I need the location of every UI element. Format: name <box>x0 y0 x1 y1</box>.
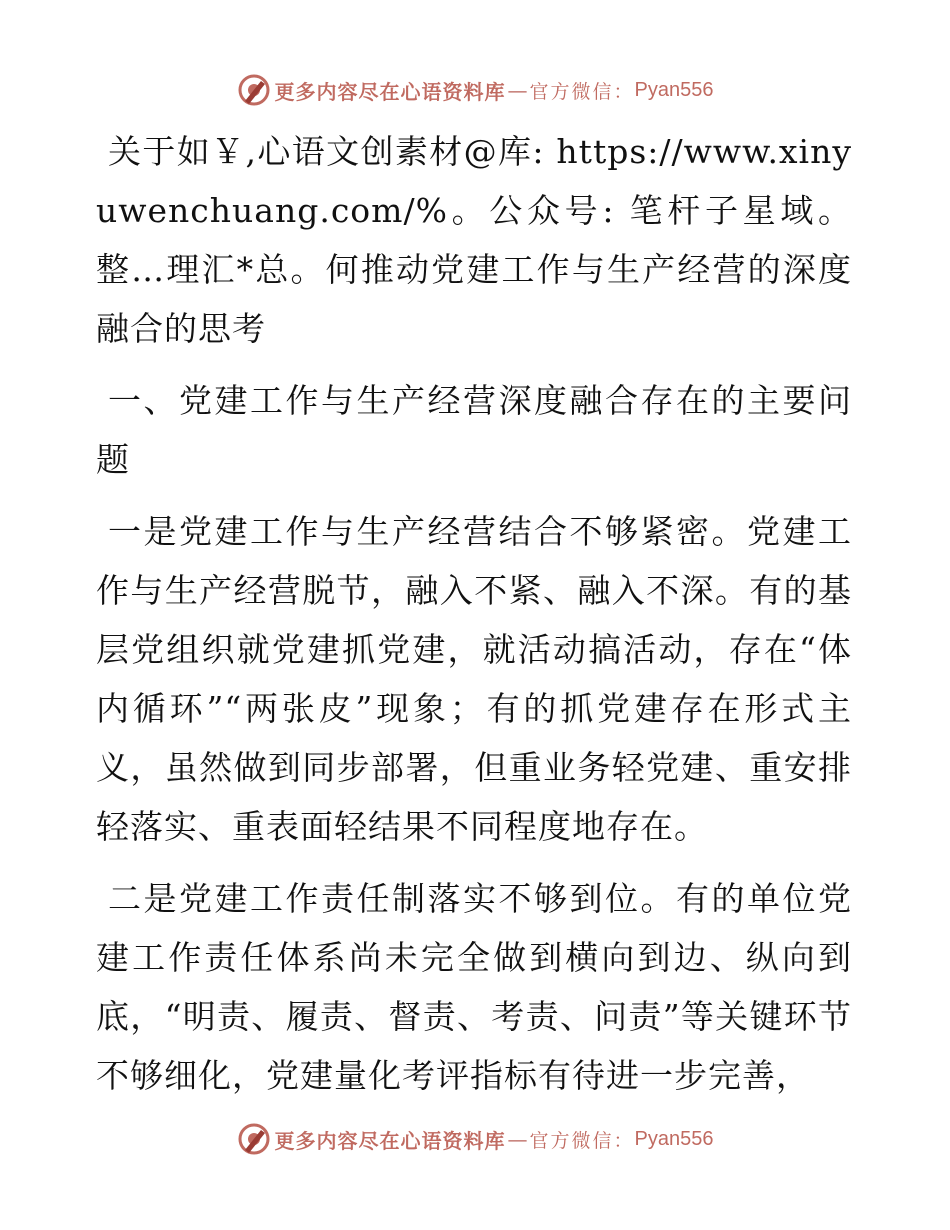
banner-dash: — <box>507 1127 528 1151</box>
pen-seal-logo-icon <box>237 1122 271 1156</box>
banner-wechat-label: 官方微信： <box>529 80 635 103</box>
document-body <box>96 122 852 1118</box>
banner-wechat-id: Pyan556 <box>634 1127 714 1150</box>
banner-wechat-id: Pyan556 <box>634 78 714 101</box>
document-title: 关于如￥,心语文创素材@库: https://www.xinyuwenchuang.com/%。公众号: 笔杆子星域。整…理汇*总。何推动党建工作与生产经营的深度融合的思考 <box>96 132 852 348</box>
section-heading: 一、党建工作与生产经营深度融合存在的主要问题 <box>96 381 852 479</box>
paragraph-2: 二是党建工作责任制落实不够到位。有的单位党建工作责任体系尚未完全做到横向到边、纵向到底，“明责、履责、督责、考责、问责”等关键环节不够细化，党建量化考评指标有待进一步完善， <box>96 879 852 1095</box>
paragraph-1: 一是党建工作与生产经营结合不够紧密。党建工作与生产经营脱节，融入不紧、融入不深。有的基层党组织就党建抓党建，就活动搞活动，存在“体内循环”“两张皮”现象；有的抓党建存在形式主义，虽然做到同步部署，但重业务轻党建、重安排轻落实、重表面轻结果不同程度地存在。 <box>96 512 852 846</box>
banner-dash: — <box>507 78 528 102</box>
header-banner <box>0 70 950 110</box>
banner-main-text: 更多内容尽在心语资料库 <box>274 1128 506 1153</box>
banner-wechat-label: 官方微信： <box>529 1129 635 1152</box>
banner-main-text: 更多内容尽在心语资料库 <box>274 79 506 104</box>
pen-seal-logo-icon <box>237 73 271 107</box>
footer-banner <box>0 1119 950 1159</box>
